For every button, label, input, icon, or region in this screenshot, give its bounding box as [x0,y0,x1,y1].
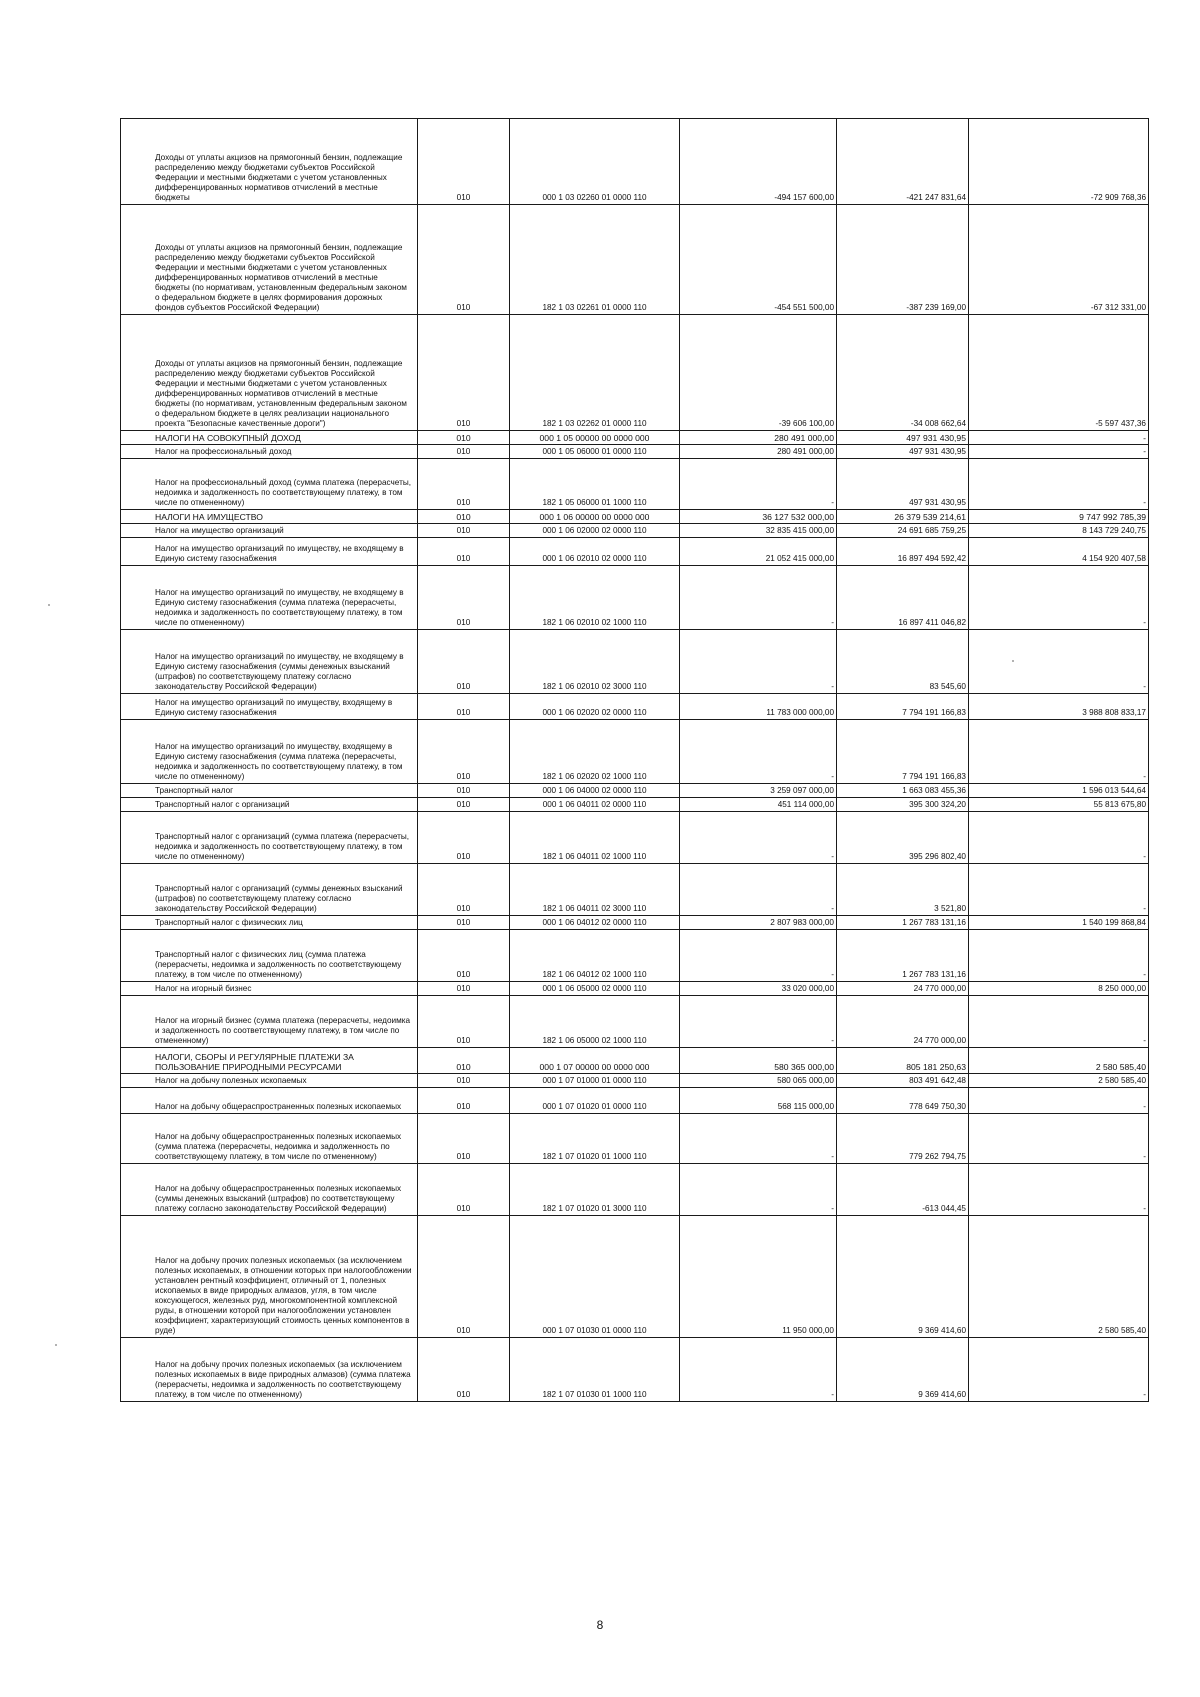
row-fact-value: 16 897 494 592,42 [837,538,969,566]
row-rest-value: -72 909 768,36 [969,119,1149,205]
table-row [121,431,1149,445]
row-code: 010 [418,119,510,205]
row-kbk: 000 1 06 04012 02 0000 110 [510,916,680,930]
row-fact-value: 1 267 783 131,16 [837,916,969,930]
row-code: 010 [418,1338,510,1402]
row-kbk: 182 1 06 04012 02 1000 110 [510,930,680,982]
row-plan-value: - [680,566,837,630]
row-fact-value: 395 300 324,20 [837,798,969,812]
row-fact-value: 1 267 783 131,16 [837,930,969,982]
row-plan-value: 3 259 097 000,00 [680,784,837,798]
row-kbk: 182 1 06 02010 02 1000 110 [510,566,680,630]
row-name: Налог на имущество организаций по имуществу, не входящему в Единую систему газоснабжения (сумма платежа (перерасчеты, недоимка и задолженность по соответствующему платежу, в том числе по отмененному) [121,566,418,630]
row-name: Налог на добычу общераспространенных полезных ископаемых (сумма платежа (перерасчеты, недоимка и задолженность по соответствующему платежу, в том числе по отмененному) [121,1114,418,1164]
row-plan-value: - [680,720,837,784]
row-rest-value: - [969,996,1149,1048]
row-rest-value: - [969,864,1149,916]
row-fact-value: -34 008 662,64 [837,315,969,431]
row-fact-value: 395 296 802,40 [837,812,969,864]
row-name: Налог на добычу полезных ископаемых [121,1074,418,1088]
row-rest-value: 8 143 729 240,75 [969,524,1149,538]
row-kbk: 000 1 03 02260 01 0000 110 [510,119,680,205]
table-row [121,1216,1149,1338]
row-name: Транспортный налог с физических лиц [121,916,418,930]
row-rest-value: 1 596 013 544,64 [969,784,1149,798]
row-code: 010 [418,431,510,445]
row-code: 010 [418,538,510,566]
row-rest-value: 55 813 675,80 [969,798,1149,812]
row-rest-value: 1 540 199 868,84 [969,916,1149,930]
row-rest-value: 2 580 585,40 [969,1048,1149,1074]
table-row [121,630,1149,694]
row-rest-value: 2 580 585,40 [969,1216,1149,1338]
row-rest-value: -5 597 437,36 [969,315,1149,431]
row-rest-value: - [969,1338,1149,1402]
scan-speck [48,604,50,606]
row-name: Налог на добычу прочих полезных ископаемых (за исключением полезных ископаемых в виде природных алмазов) (сумма платежа (перерасчеты, недоимка и задолженность по соответствующему платежу, в том числе по отмененному) [121,1338,418,1402]
row-code: 010 [418,784,510,798]
row-fact-value: 7 794 191 166,83 [837,694,969,720]
row-kbk: 000 1 05 06000 01 0000 110 [510,445,680,459]
row-code: 010 [418,798,510,812]
row-kbk: 000 1 07 00000 00 0000 000 [510,1048,680,1074]
table-row [121,694,1149,720]
row-code: 010 [418,459,510,510]
row-plan-value: 32 835 415 000,00 [680,524,837,538]
row-name: Доходы от уплаты акцизов на прямогонный бензин, подлежащие распределению между бюджетами субъектов Российской Федерации и местными бюджетами с учетом установленных дифференцированных нормативов отчислений в местные бюджеты [121,119,418,205]
row-kbk: 182 1 06 04011 02 1000 110 [510,812,680,864]
row-code: 010 [418,812,510,864]
row-name: Налог на игорный бизнес [121,982,418,996]
row-rest-value: 4 154 920 407,58 [969,538,1149,566]
row-plan-value: 451 114 000,00 [680,798,837,812]
row-kbk: 000 1 06 04000 02 0000 110 [510,784,680,798]
row-plan-value: 11 950 000,00 [680,1216,837,1338]
row-code: 010 [418,1088,510,1114]
row-kbk: 000 1 06 02020 02 0000 110 [510,694,680,720]
row-fact-value: 805 181 250,63 [837,1048,969,1074]
row-plan-value: - [680,1164,837,1216]
table-row [121,982,1149,996]
row-name: Транспортный налог с организаций [121,798,418,812]
row-code: 010 [418,630,510,694]
row-plan-value: - [680,459,837,510]
row-name: Транспортный налог [121,784,418,798]
row-name: НАЛОГИ НА ИМУЩЕСТВО [121,510,418,524]
row-name: Налог на имущество организаций по имуществу, входящему в Единую систему газоснабжения (сумма платежа (перерасчеты, недоимка и задолженность по соответствующему платежу, в том числе по отмененному) [121,720,418,784]
row-name: НАЛОГИ, СБОРЫ И РЕГУЛЯРНЫЕ ПЛАТЕЖИ ЗА ПОЛЬЗОВАНИЕ ПРИРОДНЫМИ РЕСУРСАМИ [121,1048,418,1074]
row-kbk: 182 1 05 06000 01 1000 110 [510,459,680,510]
row-fact-value: -613 044,45 [837,1164,969,1216]
row-fact-value: 778 649 750,30 [837,1088,969,1114]
row-fact-value: 24 691 685 759,25 [837,524,969,538]
row-plan-value: 580 065 000,00 [680,1074,837,1088]
row-rest-value: - [969,1088,1149,1114]
row-code: 010 [418,1164,510,1216]
row-code: 010 [418,1216,510,1338]
scan-speck [55,1344,57,1346]
row-code: 010 [418,982,510,996]
table-row [121,1164,1149,1216]
row-rest-value: - [969,720,1149,784]
row-fact-value: 779 262 794,75 [837,1114,969,1164]
table-row [121,1114,1149,1164]
row-plan-value: - [680,930,837,982]
row-code: 010 [418,315,510,431]
row-fact-value: 16 897 411 046,82 [837,566,969,630]
row-fact-value: 24 770 000,00 [837,996,969,1048]
row-fact-value: 26 379 539 214,61 [837,510,969,524]
table-row [121,864,1149,916]
row-plan-value: - [680,630,837,694]
row-kbk: 182 1 06 05000 02 1000 110 [510,996,680,1048]
row-name: Налог на добычу общераспространенных полезных ископаемых (суммы денежных взысканий (штрафов) по соответствующему платежу согласно законодательству Российской Федерации) [121,1164,418,1216]
row-rest-value: - [969,566,1149,630]
row-rest-value: - [969,459,1149,510]
table-row [121,720,1149,784]
row-fact-value: 83 545,60 [837,630,969,694]
row-code: 010 [418,916,510,930]
row-kbk: 182 1 07 01020 01 3000 110 [510,1164,680,1216]
row-plan-value: - [680,812,837,864]
row-fact-value: 1 663 083 455,36 [837,784,969,798]
row-rest-value: - [969,1114,1149,1164]
row-fact-value: 497 931 430,95 [837,459,969,510]
row-code: 010 [418,524,510,538]
row-rest-value: - [969,1164,1149,1216]
row-fact-value: 9 369 414,60 [837,1216,969,1338]
table-row [121,798,1149,812]
row-kbk: 000 1 07 01030 01 0000 110 [510,1216,680,1338]
row-code: 010 [418,1074,510,1088]
row-name: Доходы от уплаты акцизов на прямогонный бензин, подлежащие распределению между бюджетами субъектов Российской Федерации и местными бюджетами с учетом установленных дифференцированных нормативов отчислений в местные бюджеты (по нормативам, установленным федеральным законом о федеральном бюджете в целях реализации национального проекта "Безопасные качественные дороги") [121,315,418,431]
table-row [121,538,1149,566]
row-rest-value: 8 250 000,00 [969,982,1149,996]
row-plan-value: -39 606 100,00 [680,315,837,431]
revenue-table-body [121,119,1149,1402]
row-rest-value: 3 988 808 833,17 [969,694,1149,720]
row-kbk: 000 1 06 00000 00 0000 000 [510,510,680,524]
row-name: Транспортный налог с физических лиц (сумма платежа (перерасчеты, недоимка и задолженность по соответствующему платежу, в том числе по отмененному) [121,930,418,982]
row-plan-value: 36 127 532 000,00 [680,510,837,524]
row-name: НАЛОГИ НА СОВОКУПНЫЙ ДОХОД [121,431,418,445]
row-fact-value: 7 794 191 166,83 [837,720,969,784]
row-fact-value: 497 931 430,95 [837,445,969,459]
row-fact-value: 3 521,80 [837,864,969,916]
row-name: Транспортный налог с организаций (сумма платежа (перерасчеты, недоимка и задолженность по соответствующему платежу, в том числе по отмененному) [121,812,418,864]
scan-speck [1012,660,1014,662]
row-plan-value: 580 365 000,00 [680,1048,837,1074]
row-plan-value: 11 783 000 000,00 [680,694,837,720]
row-plan-value: 568 115 000,00 [680,1088,837,1114]
table-row [121,1074,1149,1088]
row-fact-value: 24 770 000,00 [837,982,969,996]
row-fact-value: 497 931 430,95 [837,431,969,445]
row-plan-value: - [680,864,837,916]
table-row [121,315,1149,431]
table-row [121,566,1149,630]
table-row [121,445,1149,459]
table-row [121,996,1149,1048]
row-code: 010 [418,930,510,982]
row-rest-value: 9 747 992 785,39 [969,510,1149,524]
row-fact-value: 803 491 642,48 [837,1074,969,1088]
row-code: 010 [418,720,510,784]
table-row [121,1338,1149,1402]
table-row [121,524,1149,538]
row-code: 010 [418,205,510,315]
row-kbk: 182 1 07 01030 01 1000 110 [510,1338,680,1402]
row-kbk: 182 1 06 04011 02 3000 110 [510,864,680,916]
row-name: Налог на добычу прочих полезных ископаемых (за исключением полезных ископаемых, в отношении которых при налогообложении установлен рентный коэффициент, отличный от 1, полезных ископаемых в виде природных алмазов, угля, в том числе коксующегося, железных руд, многокомпонентной комплексной руды, в отношении которой при налогообложении установлен коэффициент, характеризующий стоимость ценных компонентов в руде) [121,1216,418,1338]
row-code: 010 [418,445,510,459]
table-row [121,119,1149,205]
row-plan-value: 280 491 000,00 [680,431,837,445]
row-fact-value: 9 369 414,60 [837,1338,969,1402]
row-kbk: 000 1 07 01000 01 0000 110 [510,1074,680,1088]
row-code: 010 [418,1114,510,1164]
row-code: 010 [418,996,510,1048]
row-code: 010 [418,694,510,720]
row-fact-value: -421 247 831,64 [837,119,969,205]
row-rest-value: - [969,630,1149,694]
table-row [121,930,1149,982]
row-plan-value: 280 491 000,00 [680,445,837,459]
table-row [121,1088,1149,1114]
row-code: 010 [418,864,510,916]
row-name: Налог на имущество организаций по имуществу, не входящему в Единую систему газоснабжения [121,538,418,566]
page-number: 8 [596,1618,604,1632]
row-name: Налог на профессиональный доход (сумма платежа (перерасчеты, недоимка и задолженность по соответствующему платежу, в том числе по отмененному) [121,459,418,510]
table-row [121,916,1149,930]
row-name: Налог на имущество организаций [121,524,418,538]
row-code: 010 [418,510,510,524]
row-name: Налог на имущество организаций по имуществу, не входящему в Единую систему газоснабжения (суммы денежных взысканий (штрафов) по соответствующему платежу согласно законодательству Российской Федерации) [121,630,418,694]
table-row [121,459,1149,510]
table-row [121,812,1149,864]
row-plan-value: - [680,1114,837,1164]
row-name: Налог на игорный бизнес (сумма платежа (перерасчеты, недоимка и задолженность по соответствующему платежу, в том числе по отмененному) [121,996,418,1048]
row-kbk: 000 1 06 04011 02 0000 110 [510,798,680,812]
row-rest-value: -67 312 331,00 [969,205,1149,315]
row-rest-value: - [969,431,1149,445]
row-plan-value: - [680,1338,837,1402]
row-kbk: 000 1 06 02010 02 0000 110 [510,538,680,566]
row-name: Транспортный налог с организаций (суммы денежных взысканий (штрафов) по соответствующему платежу согласно законодательству Российской Федерации) [121,864,418,916]
row-rest-value: 2 580 585,40 [969,1074,1149,1088]
table-row [121,1048,1149,1074]
row-kbk: 000 1 06 05000 02 0000 110 [510,982,680,996]
row-kbk: 182 1 06 02020 02 1000 110 [510,720,680,784]
row-name: Налог на добычу общераспространенных полезных ископаемых [121,1088,418,1114]
row-rest-value: - [969,930,1149,982]
row-name: Доходы от уплаты акцизов на прямогонный бензин, подлежащие распределению между бюджетами субъектов Российской Федерации и местными бюджетами с учетом установленных дифференцированных нормативов отчислений в местные бюджеты (по нормативам, установленным федеральным законом о федеральном бюджете в целях формирования дорожных фондов субъектов Российской Федерации) [121,205,418,315]
revenue-table [120,118,1149,1402]
row-code: 010 [418,1048,510,1074]
row-plan-value: 21 052 415 000,00 [680,538,837,566]
row-plan-value: - [680,996,837,1048]
row-name: Налог на профессиональный доход [121,445,418,459]
row-kbk: 000 1 05 00000 00 0000 000 [510,431,680,445]
table-row [121,510,1149,524]
row-plan-value: 2 807 983 000,00 [680,916,837,930]
row-kbk: 000 1 07 01020 01 0000 110 [510,1088,680,1114]
row-kbk: 182 1 06 02010 02 3000 110 [510,630,680,694]
row-kbk: 182 1 03 02261 01 0000 110 [510,205,680,315]
table-row [121,784,1149,798]
row-kbk: 182 1 03 02262 01 0000 110 [510,315,680,431]
row-plan-value: 33 020 000,00 [680,982,837,996]
row-plan-value: -454 551 500,00 [680,205,837,315]
table-row [121,205,1149,315]
row-kbk: 000 1 06 02000 02 0000 110 [510,524,680,538]
row-rest-value: - [969,812,1149,864]
row-code: 010 [418,566,510,630]
row-name: Налог на имущество организаций по имуществу, входящему в Единую систему газоснабжения [121,694,418,720]
row-plan-value: -494 157 600,00 [680,119,837,205]
row-rest-value: - [969,445,1149,459]
row-fact-value: -387 239 169,00 [837,205,969,315]
row-kbk: 182 1 07 01020 01 1000 110 [510,1114,680,1164]
